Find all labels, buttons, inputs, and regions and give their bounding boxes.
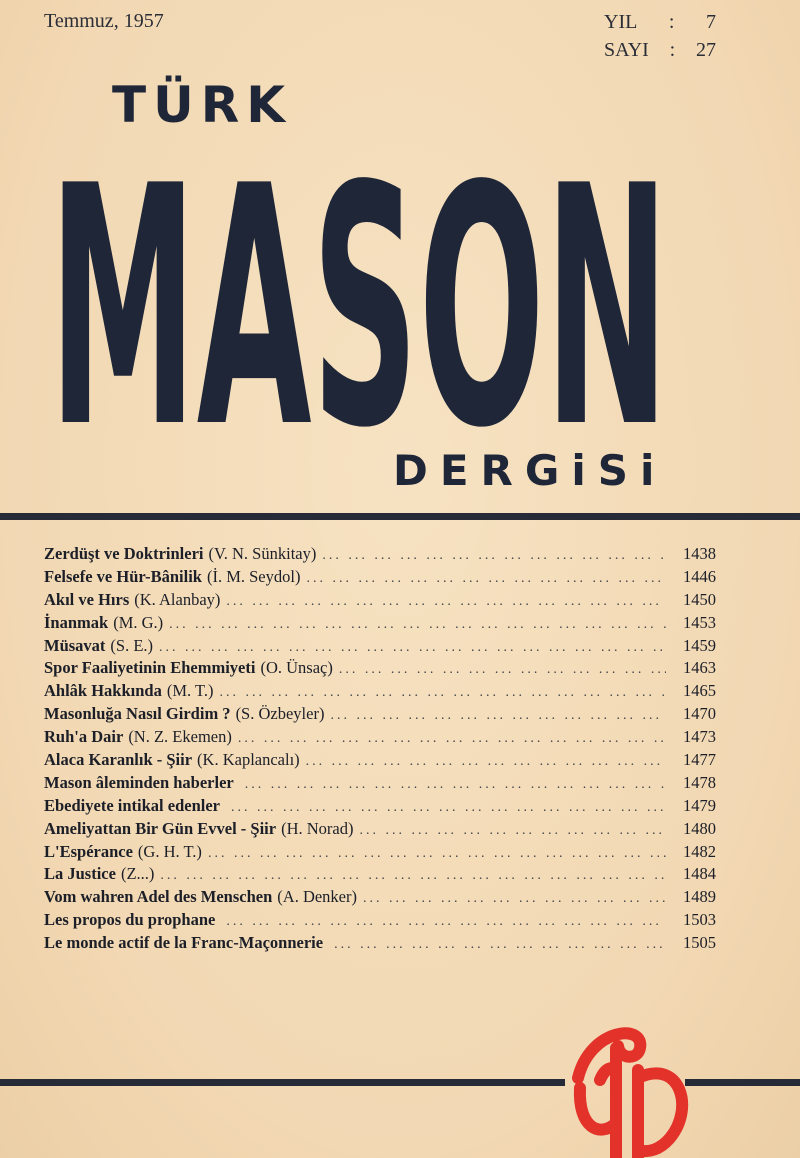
toc-entry-title: Ebediyete intikal edenler [44,795,220,815]
toc-entry [44,727,716,750]
toc-entry-author: (İ. M. Seydol) [206,566,301,586]
toc-entry-page: 1479 [683,795,716,815]
toc-entry-page: 1480 [683,818,716,838]
title-dergisi: DERGiSi [393,446,667,495]
toc-entry-page: 1453 [683,612,716,632]
toc-leader-dots [306,571,666,587]
year-value: 7 [705,11,716,33]
toc-leader-dots [245,777,666,793]
toc-leader-dots [208,846,666,862]
bottom-divider-right [685,1079,800,1086]
toc-entry-title: La Justice [44,864,116,884]
toc-entry-page: 1484 [683,864,716,884]
toc-entry-author: (V. N. Sünkitay) [208,544,317,563]
toc-entry-author: (N. Z. Ekemen) [128,727,232,747]
toc-entry-title: Ruh'a Dair [44,727,124,747]
toc-leader-dots [160,868,666,884]
toc-entry-author: (S. Özbeyler) [235,704,325,724]
toc-entry-page: 1489 [683,887,716,907]
toc-entry-title: Müsavat [44,635,106,655]
toc-entry-page: 1477 [683,750,716,770]
toc-entry [44,658,716,681]
toc-leader-dots [359,823,666,839]
toc-entry [44,864,716,887]
toc-leader-dots [306,754,666,770]
tmd-monogram-logo-icon [560,1018,700,1158]
toc-entry [44,796,716,819]
toc-leader-dots [330,708,666,724]
toc-entry-page: 1482 [683,841,716,861]
toc-leader-dots [226,594,666,610]
toc-entry-page: 1470 [683,704,716,724]
toc-entry-page: 1463 [683,658,716,678]
title-turk: TÜRK [112,76,292,134]
toc-entry-page: 1450 [683,589,716,609]
issue-label: SAYI [604,39,649,61]
toc-entry-title: L'Espérance [44,841,133,861]
toc-entry [44,887,716,910]
toc-leader-dots [231,800,666,816]
toc-entry-page: 1459 [683,635,716,655]
toc-entry-title: Le monde actif de la Franc-Maçonnerie [44,933,324,953]
toc-entry-page: 1438 [683,544,716,563]
toc-entry-author: (G. H. T.) [137,841,202,861]
toc-entry-title: Masonluğa Nasıl Girdim ? [44,704,231,724]
issue-date: Temmuz, 1957 [44,10,164,32]
bottom-divider-left [0,1079,565,1086]
toc-entry [44,636,716,659]
toc-entry-title: Ameliyattan Bir Gün Evvel - Şiir [44,818,277,838]
toc-leader-dots [238,731,666,747]
toc-entry-title: Alaca Karanlık - Şiir [44,750,193,770]
toc-entry-title: Mason âleminden haberler [44,772,234,792]
toc-entry-page: 1465 [683,681,716,701]
toc-entry [44,590,716,613]
toc-entry-title: Vom wahren Adel des Menschen [44,887,273,907]
toc-entry-title: Les propos du prophane [44,910,216,930]
toc-entry-title: Akıl ve Hırs [44,589,130,609]
title-mason-text: MASON [49,150,669,435]
toc-entry [44,773,716,796]
toc-entry-author: (M. G.) [113,612,164,632]
toc-entry-author: (Z...) [120,864,155,884]
toc-entry-page: 1478 [683,772,716,792]
toc-entry [44,544,716,567]
toc-leader-dots [334,937,666,953]
toc-entry-title: Zerdüşt ve Doktrinleri [44,544,204,563]
toc-entry [44,681,716,704]
toc-entry-title: Spor Faaliyetinin Ehemmiyeti [44,658,256,678]
top-divider [0,513,800,520]
toc-entry-title: Ahlâk Hakkında [44,681,162,701]
toc-leader-dots [363,891,666,907]
toc-entry-author: (A. Denker) [277,887,357,907]
issue-row: SAYI : 27 [604,36,716,64]
toc-entry-author: (K. Kaplancalı) [197,750,300,770]
toc-entry-title: İnanmak [44,612,109,632]
toc-entry-page: 1473 [683,727,716,747]
toc-leader-dots [339,662,666,678]
toc-leader-dots [219,685,666,701]
toc-entry-author: (O. Ünsaç) [260,658,333,678]
toc-leader-dots [169,617,666,633]
toc-entry-author: (S. E.) [110,635,154,655]
year-label: YIL [604,11,638,33]
toc-entry-page: 1503 [683,910,716,930]
issue-info [604,8,716,64]
toc-leader-dots [159,640,666,656]
toc-entry-author: (H. Norad) [281,818,354,838]
issue-value: 27 [696,39,716,61]
toc-entry-author: (K. Alanbay) [134,589,221,609]
toc-entry [44,704,716,727]
toc-leader-dots [226,914,666,930]
toc-entry [44,819,716,842]
toc-entry [44,933,716,956]
title-mason [44,150,674,435]
toc-entry-page: 1446 [683,566,716,586]
toc-entry-title: Felsefe ve Hür-Bânilik [44,566,202,586]
year-row: YIL : 7 [604,8,716,36]
toc-leader-dots [322,548,666,564]
toc-entry-author: (M. T.) [166,681,214,701]
toc-entry [44,842,716,865]
toc-entry-page: 1505 [683,933,716,953]
toc-entry [44,567,716,590]
toc-entry [44,910,716,933]
toc-entry [44,613,716,636]
toc-entry [44,750,716,773]
table-of-contents [44,544,716,956]
